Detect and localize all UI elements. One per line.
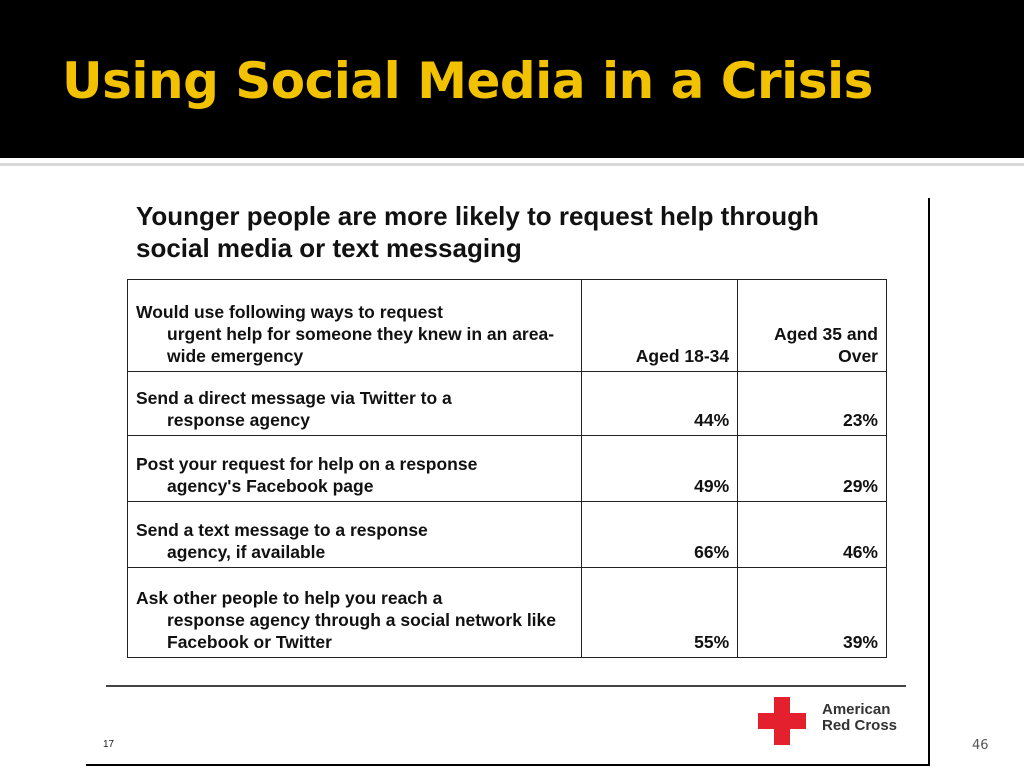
header-question-first: Would use following ways to request	[136, 302, 443, 322]
slide-title: Using Social Media in a Crisis	[62, 52, 873, 110]
row-question-first: Send a direct message via Twitter to a	[136, 388, 452, 408]
header-col-aged-35-over: Aged 35 and Over	[738, 280, 887, 372]
row-value-18-34: 66%	[582, 502, 738, 568]
row-question	[128, 568, 582, 658]
table-row	[128, 502, 887, 568]
row-value-18-34: 49%	[582, 436, 738, 502]
table-row	[128, 568, 887, 658]
table-row	[128, 372, 887, 436]
row-question	[128, 436, 582, 502]
table-header-row	[128, 280, 887, 372]
row-value-18-34: 44%	[582, 372, 738, 436]
row-value-35-over: 39%	[738, 568, 887, 658]
header-question-cell	[128, 280, 582, 372]
row-question-first: Send a text message to a response	[136, 520, 428, 540]
row-value-35-over: 46%	[738, 502, 887, 568]
slide-number: 46	[972, 738, 989, 753]
row-question-rest: agency, if available	[167, 542, 326, 562]
row-question-first: Post your request for help on a response	[136, 454, 478, 474]
red-cross-icon-vertical	[774, 697, 790, 745]
inset-bottom-border	[86, 764, 930, 766]
title-divider	[0, 163, 1024, 166]
header-question-rest: urgent help for someone they knew in an area-wide emergency	[167, 324, 555, 366]
red-cross-logo	[758, 696, 918, 752]
logo-text-line2: Red Cross	[822, 717, 898, 734]
logo-text-line1: American	[822, 701, 891, 718]
row-question-rest: agency's Facebook page	[167, 476, 374, 496]
logo-text	[822, 702, 897, 734]
row-question	[128, 502, 582, 568]
row-question-first: Ask other people to help you reach a	[136, 588, 443, 608]
title-bar	[0, 0, 1024, 158]
inset-page-number: 17	[103, 739, 115, 750]
row-value-35-over: 23%	[738, 372, 887, 436]
survey-table	[127, 279, 887, 658]
table-row	[128, 436, 887, 502]
inset-footer-rule	[106, 685, 906, 687]
inset-right-border	[928, 198, 930, 766]
header-col-aged-18-34: Aged 18-34	[582, 280, 738, 372]
row-value-35-over: 29%	[738, 436, 887, 502]
row-question-rest: response agency through a social network like Facebook or Twitter	[167, 610, 557, 652]
row-question	[128, 372, 582, 436]
inset-headline: Younger people are more likely to request help through social media or text messaging	[136, 201, 819, 263]
survey-inset	[86, 198, 930, 766]
row-value-18-34: 55%	[582, 568, 738, 658]
row-question-rest: response agency	[167, 410, 310, 430]
